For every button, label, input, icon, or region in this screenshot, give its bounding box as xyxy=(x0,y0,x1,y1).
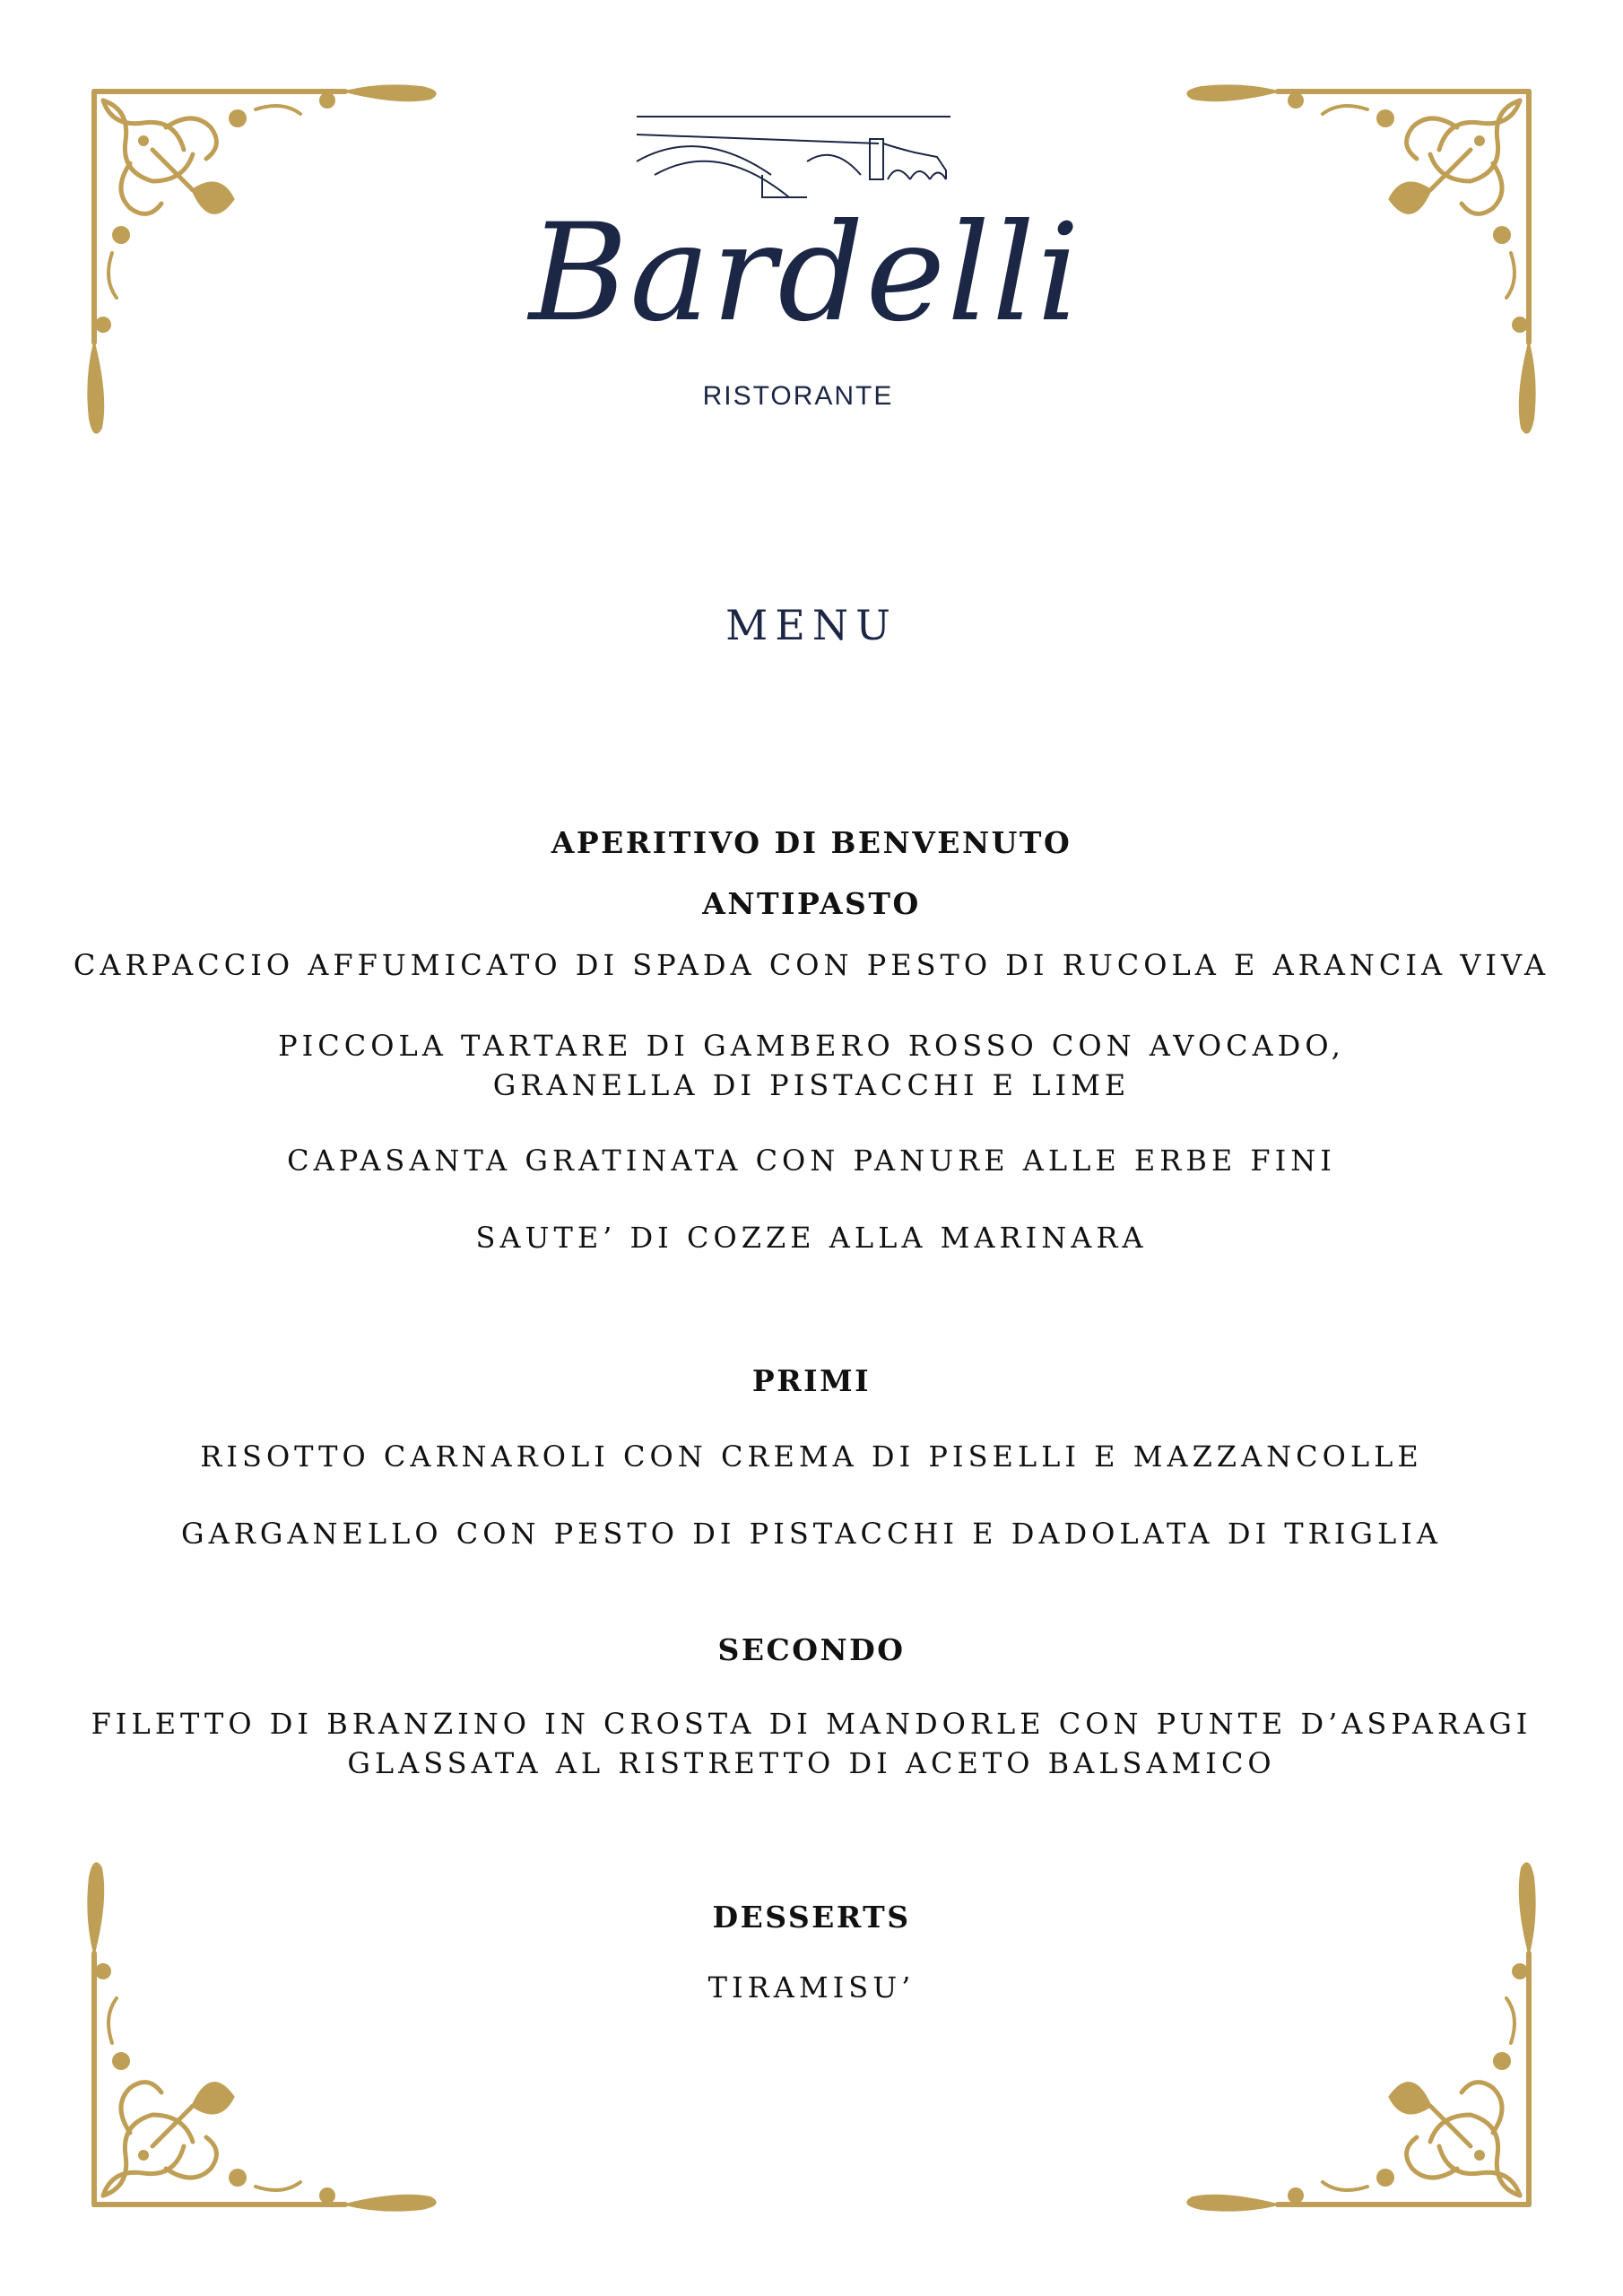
section-heading-primi: PRIMI xyxy=(751,1363,872,1398)
menu-item: GARGANELLO CON PESTO DI PISTACCHI E DADOLATA DI TRIGLIA xyxy=(181,1517,1442,1551)
menu-item: CAPASANTA GRATINATA CON PANURE ALLE ERBE FINI xyxy=(287,1144,1336,1178)
section-heading-antipasto: ANTIPASTO xyxy=(702,886,921,921)
section-heading-secondo: SECONDO xyxy=(717,1632,906,1667)
menu-item: SAUTE’ DI COZZE ALLA MARINARA xyxy=(475,1221,1148,1255)
section-heading-desserts: DESSERTS xyxy=(712,1900,911,1935)
ornament-corner-bottom-left-icon xyxy=(76,1837,462,2222)
section-heading-aperitivo: APERITIVO DI BENVENUTO xyxy=(551,825,1072,860)
page-title: MENU xyxy=(725,601,898,649)
menu-item: TIRAMISU’ xyxy=(707,1970,916,2005)
ornament-corner-top-left-icon xyxy=(76,74,462,459)
menu-item: FILETTO DI BRANZINO IN CROSTA DI MANDORLE CON PUNTE D’ASPARAGI GLASSATA AL RISTRETTO DI ACETO BALSAMICO xyxy=(91,1707,1532,1780)
bridge-icon xyxy=(628,108,968,206)
brand-name: Bardelli xyxy=(529,196,1082,352)
menu-item: PICCOLA TARTARE DI GAMBERO ROSSO CON AVOCADO, GRANELLA DI PISTACCHI E LIME xyxy=(278,1029,1345,1102)
brand-logo xyxy=(529,108,1082,413)
ornament-corner-top-right-icon xyxy=(1161,74,1547,459)
menu-item: RISOTTO CARNAROLI CON CREMA DI PISELLI E MAZZANCOLLE xyxy=(200,1439,1423,1474)
menu-item: CARPACCIO AFFUMICATO DI SPADA CON PESTO DI RUCOLA E ARANCIA VIVA xyxy=(73,948,1550,982)
brand-subtitle: RISTORANTE xyxy=(702,381,894,411)
ornament-corner-bottom-right-icon xyxy=(1161,1837,1547,2222)
